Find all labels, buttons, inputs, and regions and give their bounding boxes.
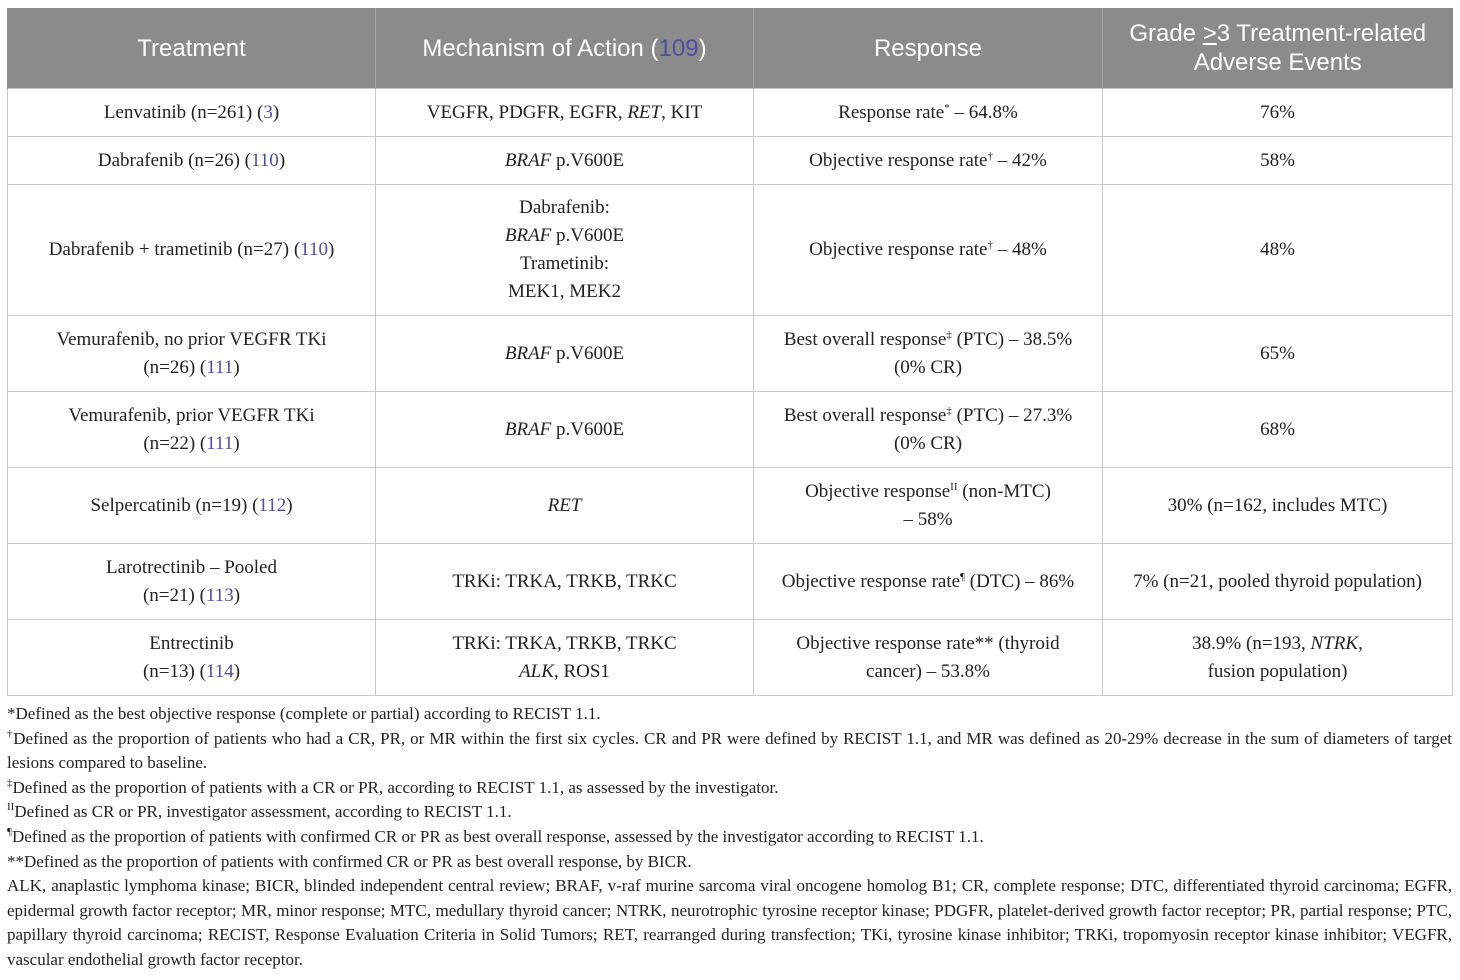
table-row <box>8 316 1453 392</box>
cell-response: Objective response$^{II}$ (non-MTC) – 58% <box>754 468 1103 544</box>
cell-mechanism: Dabrafenib: BRAF p.V600E Trametinib: MEK1, MEK2 <box>376 185 754 316</box>
footnote: ‡Defined as the proportion of patients with a CR or PR, according to RECIST 1.1, as assessed by the investigator. <box>7 776 779 797</box>
cell-adverse-events: 68% <box>1103 392 1453 468</box>
cell-response: Best overall response‡ (PTC) – 38.5% (0% CR) <box>754 316 1103 392</box>
cell-adverse-events: 58% <box>1103 137 1453 185</box>
table-footnotes <box>7 702 1452 973</box>
cell-mechanism: BRAF p.V600E <box>376 392 754 468</box>
cell-treatment: Entrectinib (n=13) (114) <box>8 620 376 696</box>
footnote: $^{II}$Defined as CR or PR, investigator assessment, according to RECIST 1.1. <box>7 801 512 822</box>
ref-link[interactable]: 3 <box>263 101 273 123</box>
table-row <box>8 392 1453 468</box>
ref-link[interactable]: 111 <box>206 432 234 454</box>
header-adverse-events: Grade >3 Treatment-related Adverse Events <box>1103 8 1453 89</box>
cell-response: Objective response rate¶ (DTC) – 86% <box>754 544 1103 620</box>
cell-adverse-events: 65% <box>1103 316 1453 392</box>
abbreviations: ALK, anaplastic lymphoma kinase; BICR, blinded independent central review; BRAF, v-raf murine sarcoma viral oncogene homolog B1; CR, complete response; DTC, differentiated thyroid carcinoma; EGFR, epidermal growth factor receptor; MR, minor response; MTC, medullary thyroid cancer; NTRK, neurotrophic tyrosine receptor kinase; PDGFR, platelet-derived growth factor receptor; PR, partial response; PTC, papillary thyroid carcinoma; RECIST, Response Evaluation Criteria in Solid Tumors; RET, rearranged during transfection; TKi, tyrosine kinase inhibitor; TRKi, tropomyosin receptor kinase inhibitor; VEGFR, vascular endothelial growth factor receptor. <box>7 876 1452 969</box>
ref-link[interactable]: 111 <box>206 356 234 378</box>
cell-adverse-events: 38.9% (n=193, NTRK, fusion population) <box>1103 620 1453 696</box>
header-response: Response <box>754 8 1103 89</box>
cell-mechanism: TRKi: TRKA, TRKB, TRKC ALK, ROS1 <box>376 620 754 696</box>
cell-response: Objective response rate† – 42% <box>754 137 1103 185</box>
cell-treatment: Larotrectinib – Pooled (n=21) (113) <box>8 544 376 620</box>
ref-link[interactable]: 114 <box>205 660 234 682</box>
ref-link[interactable]: 110 <box>251 149 279 171</box>
cell-treatment: Vemurafenib, no prior VEGFR TKi (n=26) (111) <box>8 316 376 392</box>
header-mechanism-ref-link[interactable]: 109 <box>658 34 699 62</box>
cell-mechanism: BRAF p.V600E <box>376 316 754 392</box>
cell-treatment: Vemurafenib, prior VEGFR TKi (n=22) (111) <box>8 392 376 468</box>
cell-treatment: Selpercatinib (n=19) (112) <box>8 468 376 544</box>
treatment-table-container <box>7 8 1452 696</box>
table-row <box>8 89 1453 137</box>
cell-mechanism: TRKi: TRKA, TRKB, TRKC <box>376 544 754 620</box>
cell-adverse-events: 7% (n=21, pooled thyroid population) <box>1103 544 1453 620</box>
cell-mechanism: RET <box>376 468 754 544</box>
cell-treatment: Dabrafenib (n=26) (110) <box>8 137 376 185</box>
table-row <box>8 620 1453 696</box>
table-row <box>8 185 1453 316</box>
cell-response: Objective response rate† – 48% <box>754 185 1103 316</box>
table-row <box>8 468 1453 544</box>
cell-adverse-events: 76% <box>1103 89 1453 137</box>
header-treatment: Treatment <box>8 8 376 89</box>
cell-adverse-events: 30% (n=162, includes MTC) <box>1103 468 1453 544</box>
footnote: ¶Defined as the proportion of patients with confirmed CR or PR as best overall response, assessed by the investigator according to RECIST 1.1. <box>7 825 984 846</box>
cell-treatment: Lenvatinib (n=261) (3) <box>8 89 376 137</box>
cell-adverse-events: 48% <box>1103 185 1453 316</box>
ref-link[interactable]: 112 <box>258 494 287 516</box>
footnote: *Defined as the best objective response (complete or partial) according to RECIST 1.1. <box>7 704 601 723</box>
cell-response: Best overall response‡ (PTC) – 27.3% (0% CR) <box>754 392 1103 468</box>
cell-mechanism: BRAF p.V600E <box>376 137 754 185</box>
cell-response: Objective response rate** (thyroid cancer) – 53.8% <box>754 620 1103 696</box>
cell-mechanism: VEGFR, PDGFR, EGFR, RET, KIT <box>376 89 754 137</box>
ref-link[interactable]: 110 <box>300 239 328 260</box>
ref-link[interactable]: 113 <box>205 584 234 606</box>
footnote: **Defined as the proportion of patients with confirmed CR or PR as best overall response, by BICR. <box>7 851 692 871</box>
header-mechanism: Mechanism of Action (109) <box>376 8 754 89</box>
table-header-row <box>8 8 1453 89</box>
footnote: †Defined as the proportion of patients who had a CR, PR, or MR within the first six cycles. CR and PR were defined by RECIST 1.1, and MR was defined as 20-29% decrease in the sum of diameters of target lesions compared to baseline. <box>7 727 1452 773</box>
table-row <box>8 544 1453 620</box>
table-row <box>8 137 1453 185</box>
treatment-table <box>7 8 1453 696</box>
cell-response: Response rate* – 64.8% <box>754 89 1103 137</box>
cell-treatment: Dabrafenib + trametinib (n=27) (110) <box>8 185 376 316</box>
